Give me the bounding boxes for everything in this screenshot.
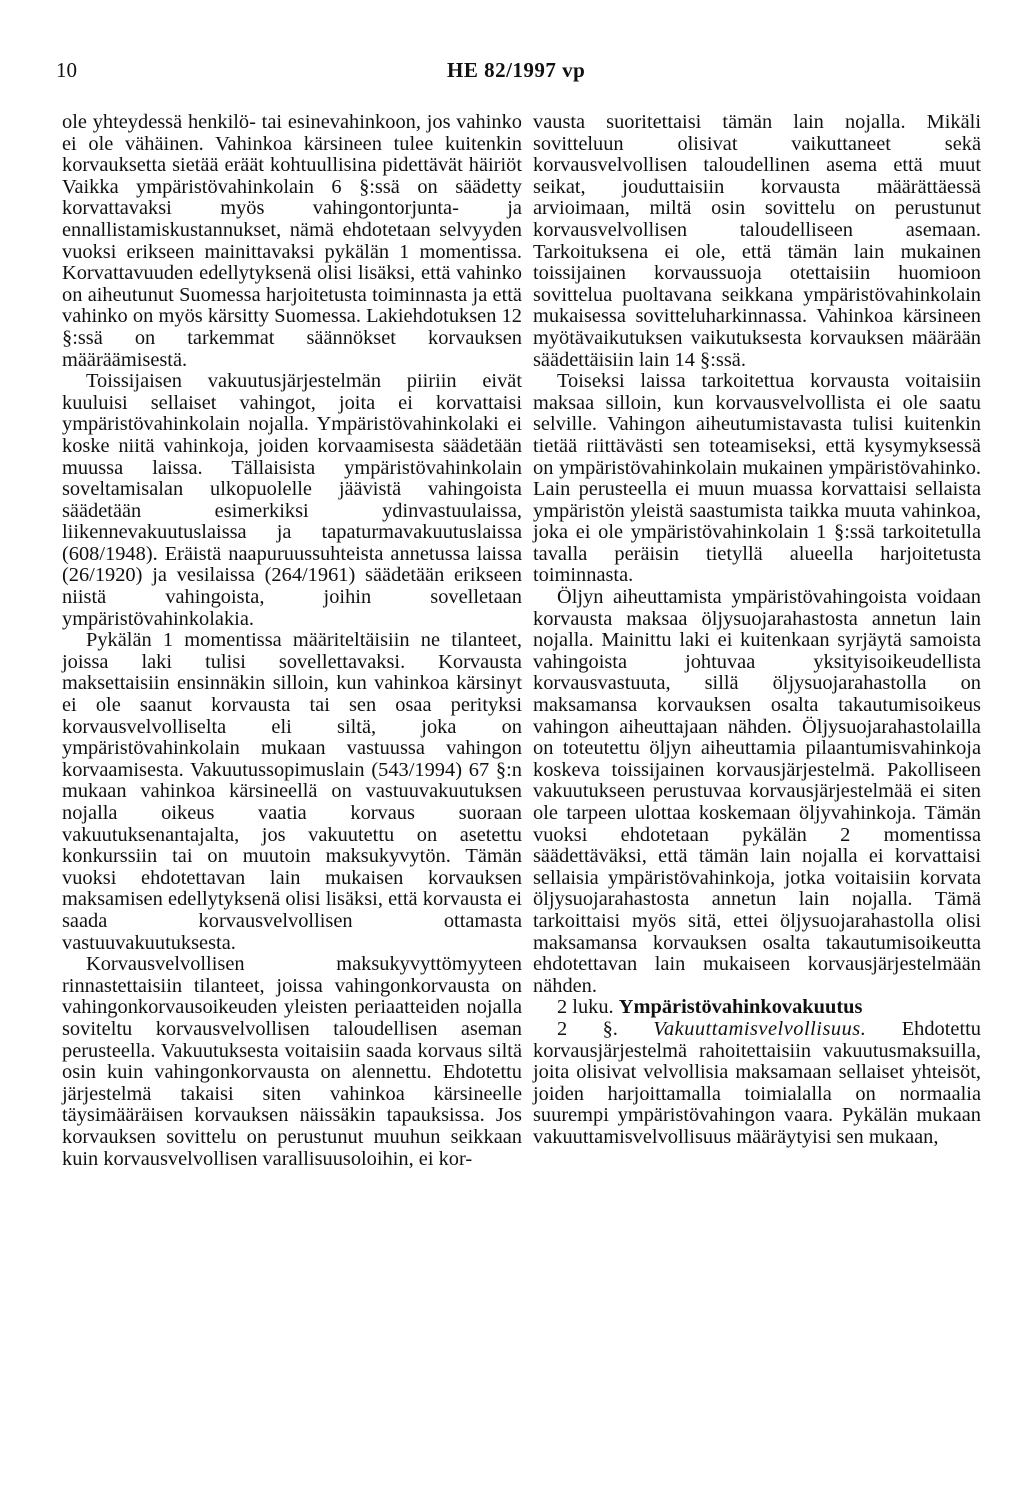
section-text: Ehdotettu korvausjärjestelmä rahoitettaisiin vakuutusmaksuilla, joita olisivat velvollisia maksamaan sellaiset yhteisöt, joiden harjoittamalla toimialalla on normaalia suurempi ympäristövahingon vaara. Pykälän mukaan vakuuttamisvelvollisuus määräytyisi sen mukaan,: [533, 1017, 981, 1148]
page-number: 10: [56, 58, 77, 82]
section-title: Vakuuttamisvelvollisuus.: [653, 1017, 867, 1040]
left-paragraph-3: Pykälän 1 momentissa määriteltäisiin ne tilanteet, joissa laki tulisi sovellettavaksi. Korvausta maksettaisiin ensinnäkin silloin, kun vahinkoa kärsinyt ei ole saanut korvausta tai sen osaa perityksi korvausvelvolliselta eli siltä, joka on ympäristövahinkolain mukaan vastuussa vahingon korvaamisesta. Vakuutussopimuslain (543/1994) 67 §:n mukaan vahinkoa kärsineellä on vastuuvakuutuksen nojalla oikeus vaatia korvaus suoraan vakuutuksenantajalta, jos vakuutettu on asetettu konkurssiin tai on muutoin maksukyvytön. Tämän vuoksi ehdotettavan lain mukaisen korvauksen maksamisen edellytyksenä olisi lisäksi, että korvausta ei saada korvausvelvollisen ottamasta vastuuvakuutuksesta.: [62, 629, 522, 954]
left-paragraph-2: Toissijaisen vakuutusjärjestelmän piiriin eivät kuuluisi sellaiset vahingot, joita ei korvattaisi ympäristövahinkolain nojalla. Ympäristövahinkolaki ei koske niitä vahinkoja, joiden korvaamisesta säädetään muussa laissa. Tällaisista ympäristövahinkolain soveltamisalan ulkopuolelle jäävistä vahingoista säädetään esimerkiksi ydinvastuulaissa, liikennevakuutuslaissa ja tapaturmavakuutuslaissa (608/1948). Eräistä naapuruussuhteista annetussa laissa (26/1920) ja vesilaissa (264/1961) säädetään erikseen niistä vahingoista, joihin sovelletaan ympäristövahinkolakia.: [62, 370, 522, 630]
left-paragraph-4: Korvausvelvollisen maksukyvyttömyyteen rinnastettaisiin tilanteet, joissa vahingonkorvausta on vahingonkorvausoikeuden yleisten periaatteiden nojalla soviteltu korvausvelvollisen taloudellisen aseman perusteella. Vakuutuksesta voitaisiin saada korvaus siltä osin kuin vahingonkorvausta on alennettu. Ehdotettu järjestelmä takaisi siten vahinkoa kärsineelle täysimääräisen korvauksen näissäkin tapauksissa. Jos korvauksen sovittelu on perustunut muuhun seikkaan kuin korvausvelvollisen varallisuusoloihin, ei kor-: [62, 953, 522, 1170]
left-column: [62, 112, 522, 1170]
running-head: HE 82/1997 vp: [447, 58, 586, 82]
right-paragraph-4: [533, 1019, 981, 1149]
right-paragraph-1: vausta suoritettaisi tämän lain nojalla. Mikäli sovitteluun olisivat vaikuttaneet sekä korvausvelvollisen taloudellinen asema että muut seikat, jouduttaisiin korvausta määrättäessä arvioimaan, miltä osin sovittelu on perustunut korvausvelvollisen taloudelliseen asemaan. Tarkoituksena ei ole, että tämän lain mukainen toissijainen korvaussuoja otettaisiin huomioon sovittelua puoltavana seikkana ympäristövahinkolain mukaisessa sovitteluharkinnassa. Vahinkoa kärsineen myötävaikutuksen vaikutuksesta korvauksen määrään säädettäisiin lain 14 §:ssä.: [533, 111, 981, 371]
section-number: 2 §.: [557, 1017, 618, 1040]
right-paragraph-3: Öljyn aiheuttamista ympäristövahingoista voidaan korvausta maksaa öljysuojarahastosta annetun lain nojalla. Mainittu laki ei kuitenkaan syrjäytä samoista vahingoista johtuvaa yksityisoikeudellista korvausvastuuta, sillä öljysuojarahastolla on maksamansa korvauksen osalta takautumisoikeus vahingon aiheuttajaan nähden. Öljysuojarahastolailla on toteutettu öljyn aiheuttamia pilaantumisvahinkoja koskeva toissijainen korvausjärjestelmä. Pakolliseen vakuutukseen perustuvaa korvausjärjestelmää ei siten ole tarpeen ulottaa koskemaan öljyvahinkoja. Tämän vuoksi ehdotetaan pykälän 2 momentissa säädettäväksi, että tämän lain nojalla ei korvattaisi sellaisia ympäristövahinkoja, jotka voitaisiin korvata öljysuojarahastosta annetun lain nojalla. Tämä tarkoittaisi myös sitä, ettei öljysuojarahastolla olisi maksamansa korvauksen osalta takautumisoikeutta ehdotettavan lain mukaiseen korvausjärjestelmään nähden.: [533, 586, 981, 997]
chapter-title: Ympäristövahinkovakuutus: [618, 996, 863, 1019]
right-paragraph-2: Toiseksi laissa tarkoitettua korvausta voitaisiin maksaa silloin, kun korvausvelvollista ei ole saatu selville. Vahingon aiheutumistavasta tulisi kuitenkin tietää riittävästi sen toteamiseksi, että kysymyksessä on ympäristövahinkolain mukainen ympäristövahinko. Lain perusteella ei muun muassa korvattaisi sellaista ympäristön yleistä saastumista taikka muuta vahinkoa, joka ei ole ympäristövahinkolain 1 §:ssä tarkoitetulla tavalla peräisin tietyllä alueella harjoitetusta toiminnasta.: [533, 370, 981, 587]
right-column: [533, 112, 981, 1149]
left-paragraph-1: ole yhteydessä henkilö- tai esinevahinkoon, jos vahinko ei ole vähäinen. Vahinkoa kärsineen tulee kuitenkin korvauksetta sietää eräät kohtuullisina pidettävät häiriöt Vaikka ympäristövahinkolain 6 §:ssä on säädetty korvattavaksi myös vahingontorjunta- ja ennallistamiskustannukset, nämä ehdotetaan selvyyden vuoksi erikseen mainittavaksi pykälän 1 momentissa. Korvattavuuden edellytyksenä olisi lisäksi, että vahinko on aiheutunut Suomessa harjoitetusta toiminnasta ja että vahinko on myös kärsitty Suomessa. Lakiehdotuksen 12 §:ssä on tarkemmat säännökset korvauksen määräämisestä.: [62, 111, 522, 371]
chapter-number: 2 luku.: [557, 996, 614, 1019]
chapter-heading: [533, 997, 981, 1019]
